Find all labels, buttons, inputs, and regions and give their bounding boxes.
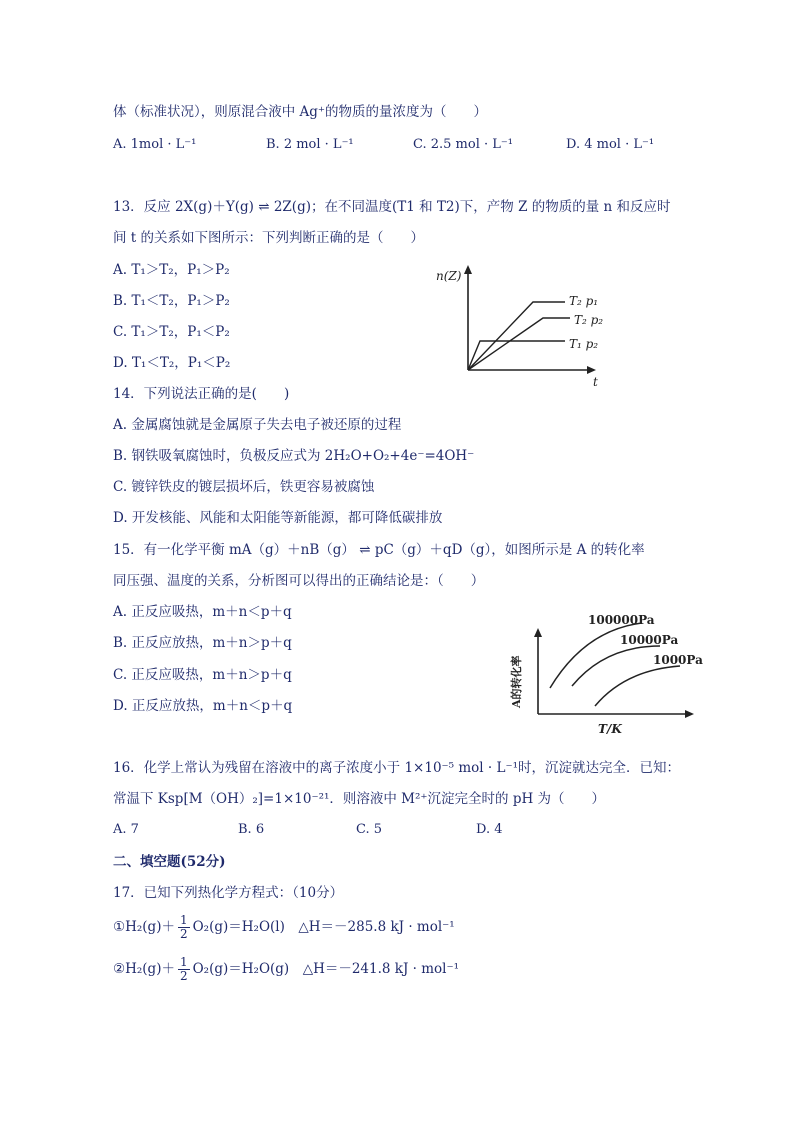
q15-option-d[interactable]: D. 正反应放热，m＋n＜p＋q bbox=[113, 698, 293, 714]
q13-label-t2p1: T₂ p₁ bbox=[569, 294, 599, 308]
q15-xlabel: T/K bbox=[598, 722, 622, 736]
q13-option-d[interactable]: D. T₁＜T₂，P₁＜P₂ bbox=[113, 355, 231, 371]
q17-eq2-fraction: $\frac{1}{2}$ bbox=[179, 955, 188, 983]
q16-option-d[interactable]: D. 4 bbox=[476, 822, 503, 837]
q17-eq1-fraction: $\frac{1}{2}$ bbox=[179, 913, 188, 941]
q13-stem-line2: 间 t 的关系如下图所示：下列判断正确的是（ ） bbox=[113, 230, 425, 246]
q16-option-c[interactable]: C. 5 bbox=[356, 822, 383, 837]
q13-x-arrow bbox=[587, 366, 596, 374]
q13-stem-line1: 13．反应 2X(g)＋Y(g) ⇌ 2Z(g)；在不同温度(T1 和 T2)下，产物 Z 的物质的量 n 和反应时 bbox=[113, 199, 671, 215]
q14-stem: 14．下列说法正确的是( ) bbox=[113, 386, 290, 402]
q15-option-a[interactable]: A. 正反应吸热，m＋n＜p＋q bbox=[113, 604, 292, 620]
q13-ylabel: n(Z) bbox=[436, 269, 462, 283]
q12-option-d[interactable]: D. 4 mol · L⁻¹ bbox=[566, 137, 655, 152]
q16-stem-line1: 16．化学上常认为残留在溶液中的离子浓度小于 1×10⁻⁵ mol · L⁻¹时，沉淀就达完全．已知： bbox=[113, 760, 680, 776]
q14-option-a[interactable]: A. 金属腐蚀就是金属原子失去电子被还原的过程 bbox=[113, 417, 402, 433]
q13-option-c[interactable]: C. T₁＞T₂，P₁＜P₂ bbox=[113, 324, 230, 340]
q17-equation-2 bbox=[113, 955, 459, 983]
q15-label-1000pa: 1000Pa bbox=[653, 653, 703, 667]
q12-stem-tail: 体（标准状况），则原混合液中 Ag⁺的物质的量浓度为（ ） bbox=[113, 104, 488, 120]
q14-option-b[interactable]: B. 钢铁吸氧腐蚀时，负极反应式为 2H₂O+O₂+4e⁻=4OH⁻ bbox=[113, 448, 475, 464]
q12-option-b[interactable]: B. 2 mol · L⁻¹ bbox=[266, 137, 354, 152]
q13-label-t2p2: T₂ p₂ bbox=[574, 313, 604, 327]
q15-label-100000pa: 100000Pa bbox=[588, 613, 655, 627]
q13-label-t1p2: T₁ p₂ bbox=[569, 337, 599, 351]
q15-option-c[interactable]: C. 正反应吸热，m＋n＞p＋q bbox=[113, 667, 292, 683]
q16-stem-line2: 常温下 Ksp[M（OH）₂]=1×10⁻²¹．则溶液中 M²⁺沉淀完全时的 pH 为（ ） bbox=[113, 791, 606, 807]
section-title: 二、填空题(52分) bbox=[113, 854, 226, 870]
q13-graph bbox=[430, 262, 610, 390]
q13-curve-t2p2 bbox=[468, 318, 570, 370]
q15-label-10000pa: 10000Pa bbox=[620, 633, 679, 647]
q15-y-arrow bbox=[534, 628, 542, 637]
q17-eq2-left: ②H₂(g)＋ bbox=[113, 961, 175, 977]
q17-eq1-right: O₂(g)＝H₂O(l) △H＝－285.8 kJ · mol⁻¹ bbox=[192, 919, 455, 935]
q17-eq1-left: ①H₂(g)＋ bbox=[113, 919, 175, 935]
q14-option-d[interactable]: D. 开发核能、风能和太阳能等新能源，都可降低碳排放 bbox=[113, 510, 443, 526]
q15-stem-line1: 15．有一化学平衡 mA（g）＋nB（g） ⇌ pC（g）＋qD（g），如图所示是 A 的转化率 bbox=[113, 542, 645, 558]
q15-option-b[interactable]: B. 正反应放热，m＋n＞p＋q bbox=[113, 635, 292, 651]
q17-eq2-right: O₂(g)＝H₂O(g) △H＝－241.8 kJ · mol⁻¹ bbox=[192, 961, 460, 977]
q12-option-c[interactable]: C. 2.5 mol · L⁻¹ bbox=[413, 137, 513, 152]
q15-curve-1000pa bbox=[595, 666, 680, 706]
q13-option-b[interactable]: B. T₁＜T₂，P₁＞P₂ bbox=[113, 293, 230, 309]
q16-option-a[interactable]: A. 7 bbox=[113, 822, 139, 837]
q15-stem-line2: 同压强、温度的关系，分析图可以得出的正确结论是：（ ） bbox=[113, 573, 485, 589]
q17-equation-1 bbox=[113, 913, 455, 941]
q15-x-arrow bbox=[685, 710, 694, 718]
q15-curve-10000pa bbox=[572, 646, 660, 686]
q15-ylabel: A的转化率 bbox=[510, 655, 523, 708]
q13-option-a[interactable]: A. T₁＞T₂，P₁＞P₂ bbox=[113, 262, 230, 278]
q17-stem: 17．已知下列热化学方程式：（10分） bbox=[113, 885, 344, 901]
q16-option-b[interactable]: B. 6 bbox=[238, 822, 265, 837]
q13-xlabel: t bbox=[593, 375, 598, 389]
q12-option-a[interactable]: A. 1mol · L⁻¹ bbox=[113, 137, 197, 152]
q15-graph bbox=[500, 608, 710, 738]
q13-y-arrow bbox=[464, 265, 472, 274]
q14-option-c[interactable]: C. 镀锌铁皮的镀层损坏后，铁更容易被腐蚀 bbox=[113, 479, 375, 495]
